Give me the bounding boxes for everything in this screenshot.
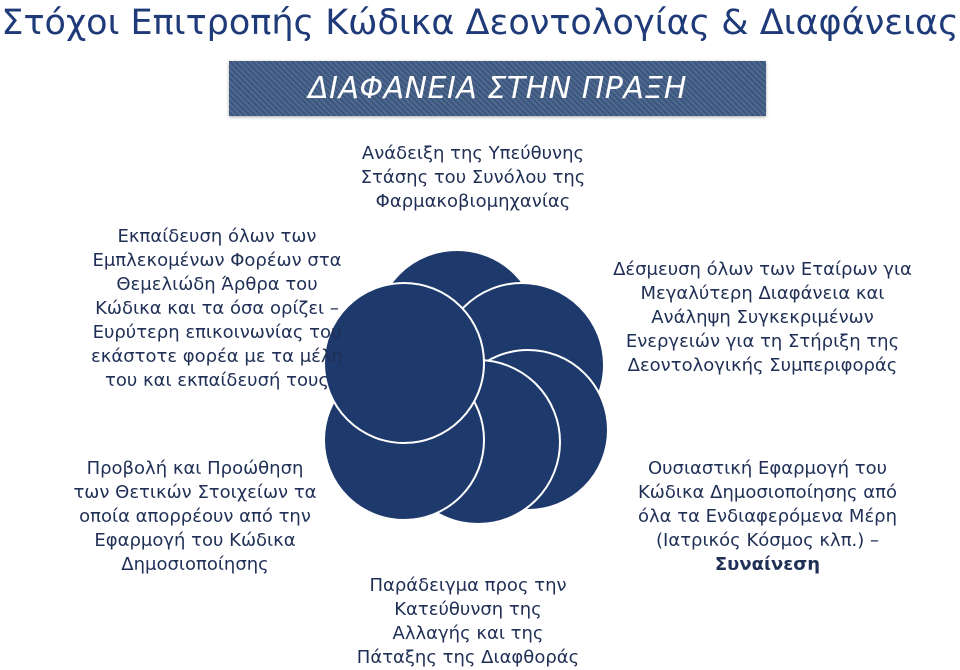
goal-text-bottom <box>318 574 618 670</box>
goal-text-line: όλα τα Ενδιαφερόμενα Μέρη <box>637 506 898 527</box>
goal-text-line: Μεγαλύτερη Διαφάνεια και <box>640 283 885 304</box>
goal-text-line: Αλλαγής και της <box>392 623 544 644</box>
goal-text-line: εκάστοτε φορέα με τα μέλη <box>91 346 343 367</box>
goal-text-bottom-left <box>40 457 350 577</box>
goal-text-top <box>318 142 628 214</box>
goal-text-line: Εμπλεκομένων Φορέων στα <box>92 250 342 271</box>
goal-text-line: οποία απορρέουν από την <box>79 506 311 527</box>
goal-text-left <box>62 225 372 393</box>
banner-title: ΔΙΑΦΑΝΕΙΑ ΣΤΗΝ ΠΡΑΞΗ <box>308 71 687 106</box>
goal-text-line: Κατεύθυνση της <box>394 599 542 620</box>
goal-text-line: (Ιατρικός Κόσμος κλπ.) – <box>656 530 879 551</box>
goal-text-line: Εκπαίδευση όλων των <box>117 226 317 247</box>
goal-text-line: Δέσμευση όλων των Εταίρων για <box>613 259 912 280</box>
goal-text-line: Προβολή και Προώθηση <box>86 458 304 479</box>
goal-text-right <box>600 258 925 378</box>
goal-text-line: Ευρύτερη επικοινωνίας του <box>92 322 342 343</box>
goal-text-line: Δεοντολογικής Συμπεριφοράς <box>627 355 898 376</box>
goal-text-line: Θεμελιώδη Άρθρα του <box>116 274 318 295</box>
goal-text-line: Στάσης του Συνόλου της <box>360 167 586 188</box>
goal-text-line: Ανάδειξη της Υπεύθυνης <box>361 143 585 164</box>
goal-text-line: Εφαρμογή του Κώδικα <box>94 530 296 551</box>
goal-text-line: Ανάληψη Συγκεκριμένων <box>651 307 874 328</box>
goal-text-line: Κώδικα Δημοσιοποίησης από <box>637 482 898 503</box>
goal-text-line: των Θετικών Στοιχείων τα <box>73 482 317 503</box>
goal-text-line: Δημοσιοποίησης <box>121 554 269 575</box>
goal-text-emphasis: Συναίνεση <box>714 554 821 575</box>
page-title: Στόχοι Επιτροπής Κώδικα Δεοντολογίας & Διαφάνειας <box>1 3 959 43</box>
goal-text-bottom-right <box>610 457 925 577</box>
banner <box>229 61 766 116</box>
goal-text-line: Παράδειγμα προς την <box>369 575 567 596</box>
goal-text-line: του και εκπαίδευσή τους <box>105 370 329 391</box>
goal-text-line: Φαρμακοβιομηχανίας <box>375 191 571 212</box>
goal-text-line: Πάταξης της Διαφθοράς <box>356 647 580 668</box>
goal-text-line: Ουσιαστική Εφαρμογή του <box>647 458 888 479</box>
goal-text-line: Ενεργειών για τη Στήριξη της <box>625 331 900 352</box>
goal-text-line: Κώδικα και τα όσα ορίζει – <box>95 298 339 319</box>
